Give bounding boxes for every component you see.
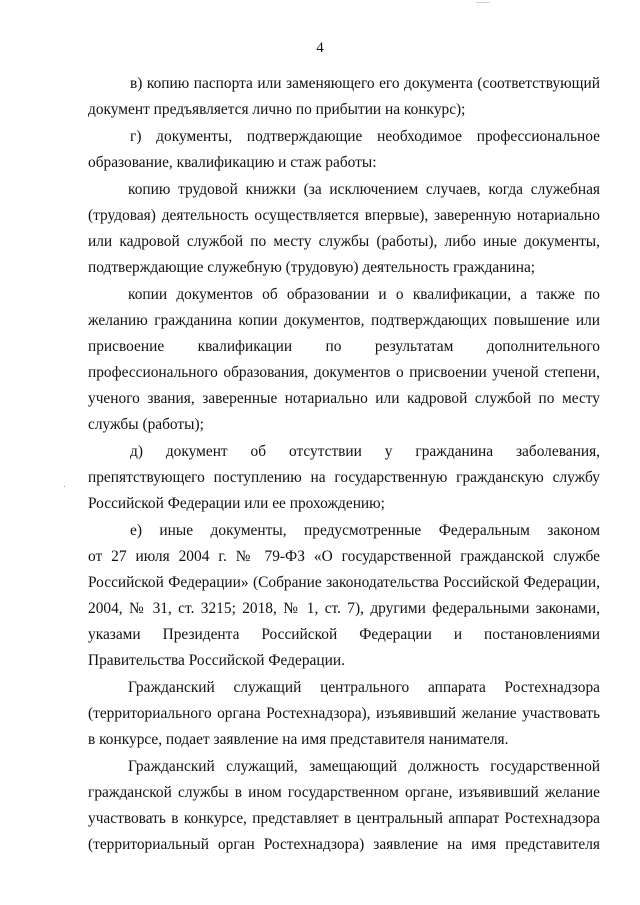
scan-speck — [476, 2, 490, 3]
text-line: г) документы, подтверждающие необходимое профессиональное — [130, 128, 600, 145]
text-line: образование, квалификацию и стаж работы: — [88, 154, 377, 171]
text-line: (территориального органа Ростехнадзора), изъявивший желание участвовать — [88, 705, 600, 722]
text-line: профессионального образования, документов о присвоении ученой степени, — [88, 364, 600, 381]
text-line: копию трудовой книжки (за исключением случаев, когда служебная — [128, 181, 600, 198]
text-line: гражданской службы в ином государственном органе, изъявивший желание — [88, 784, 600, 801]
text-line: д) документ об отсутствии у гражданина заболевания, — [130, 443, 600, 460]
text-line: в конкурсе, подает заявление на имя представителя нанимателя. — [88, 731, 509, 748]
text-line: Гражданский служащий, замещающий должность государственной — [128, 758, 600, 775]
scan-speck — [64, 486, 65, 487]
text-line: копии документов об образовании и о квалификации, а также по — [128, 286, 600, 303]
text-line: документ предъявляется лично по прибытии на конкурс); — [88, 101, 466, 118]
text-line: (территориальный орган Ростехнадзора) заявление на имя представителя — [88, 836, 600, 853]
text-line: Гражданский служащий центрального аппарата Ростехнадзора — [128, 679, 600, 696]
text-line: Правительства Российской Федерации. — [88, 652, 345, 669]
text-line: подтверждающие служебную (трудовую) деятельность гражданина; — [88, 259, 536, 276]
text-line: желанию гражданина копии документов, подтверждающих повышение или — [88, 312, 600, 329]
text-line: препятствующего поступлению на государственную гражданскую службу — [88, 469, 600, 486]
text-line: участвовать в конкурсе, представляет в центральный аппарат Ростехнадзора — [88, 810, 600, 827]
text-line: от 27 июля 2004 г. № 79-ФЗ «О государственной гражданской службе — [88, 548, 600, 565]
page-number: 4 — [316, 40, 324, 56]
text-line: присвоение квалификации по результатам дополнительного — [88, 338, 600, 355]
text-line: или кадровой службой по месту службы (работы), либо иные документы, — [88, 233, 600, 250]
text-line: Российской Федерации» (Собрание законодательства Российской Федерации, — [88, 574, 600, 591]
text-line: ученого звания, заверенные нотариально или кадровой службой по месту — [88, 390, 600, 407]
text-line: в) копию паспорта или заменяющего его документа (соответствующий — [130, 75, 600, 92]
text-line: Российской Федерации или ее прохождению; — [88, 495, 385, 512]
text-line: 2004, № 31, ст. 3215; 2018, № 1, ст. 7), другими федеральными законами, — [88, 600, 600, 617]
text-line: (трудовая) деятельность осуществляется впервые), заверенную нотариально — [88, 207, 600, 224]
text-line: службы (работы); — [88, 416, 204, 433]
text-line: указами Президента Российской Федерации и постановлениями — [88, 626, 600, 643]
text-line: е) иные документы, предусмотренные Федеральным законом — [130, 522, 600, 539]
